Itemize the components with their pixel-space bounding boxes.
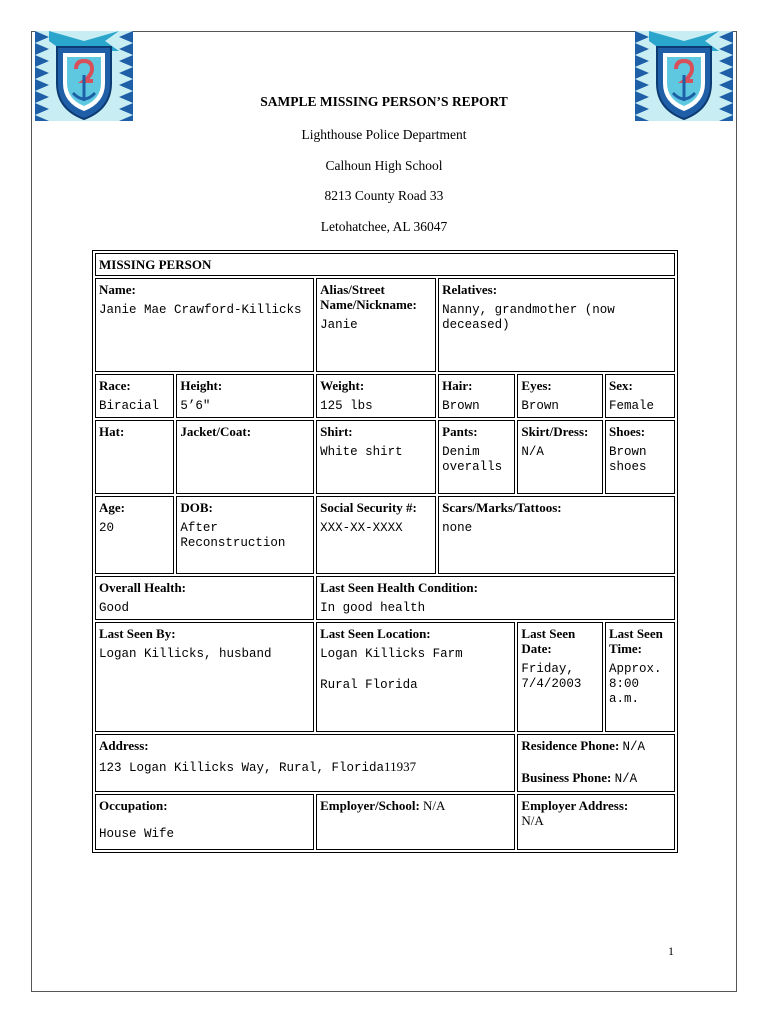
missing-person-form	[92, 250, 678, 853]
last-seen-location-label: Last Seen Location:	[320, 626, 431, 641]
dob-label: DOB:	[180, 500, 213, 515]
height-cell	[176, 374, 314, 418]
ssn-cell	[316, 496, 436, 574]
ssn-label: Social Security #:	[320, 500, 417, 515]
last-seen-date-cell	[517, 622, 603, 732]
school-name: Calhoun High School	[325, 158, 443, 173]
last-seen-health-cell	[316, 576, 675, 620]
race-cell	[95, 374, 174, 418]
employer-address-cell	[517, 794, 675, 850]
eyes-label: Eyes:	[521, 378, 552, 393]
department-name: Lighthouse Police Department	[301, 127, 467, 142]
sex-value: Female	[609, 399, 655, 413]
height-label: Height:	[180, 378, 223, 393]
eyes-value: Brown	[521, 399, 559, 413]
jacket-cell	[176, 420, 314, 494]
last-seen-time-value: Approx. 8:00 a.m.	[609, 662, 670, 706]
relatives-cell	[438, 278, 675, 372]
eyes-cell	[517, 374, 603, 418]
section-title: MISSING PERSON	[99, 257, 212, 272]
last-seen-location-value-1: Logan Killicks Farm	[320, 647, 463, 661]
sex-label: Sex:	[609, 378, 633, 393]
relatives-label: Relatives:	[442, 282, 498, 297]
shirt-cell	[316, 420, 436, 494]
age-cell	[95, 496, 174, 574]
hat-cell	[95, 420, 174, 494]
employer-cell	[316, 794, 515, 850]
hair-value: Brown	[442, 399, 480, 413]
skirt-cell	[517, 420, 603, 494]
height-value: 5’6"	[180, 399, 211, 413]
residence-phone-label: Residence Phone:	[521, 738, 620, 753]
scars-value: none	[442, 521, 473, 535]
name-cell	[95, 278, 314, 372]
employer-address-value: N/A	[521, 813, 544, 828]
hat-label: Hat:	[99, 424, 125, 439]
last-seen-date-value: Friday, 7/4/2003	[521, 662, 582, 691]
address-zip: 11937	[384, 759, 417, 774]
occupation-label: Occupation:	[99, 798, 168, 813]
dob-cell	[176, 496, 314, 574]
weight-cell	[316, 374, 436, 418]
last-seen-time-cell	[605, 622, 675, 732]
business-phone-value: N/A	[614, 772, 638, 786]
jacket-label: Jacket/Coat:	[180, 424, 252, 439]
last-seen-by-value: Logan Killicks, husband	[99, 647, 272, 661]
overall-health-value: Good	[99, 601, 130, 615]
hair-cell	[438, 374, 515, 418]
last-seen-by-label: Last Seen By:	[99, 626, 176, 641]
city-state-zip: Letohatchee, AL 36047	[320, 219, 448, 234]
pants-cell	[438, 420, 515, 494]
alias-cell	[316, 278, 436, 372]
address-value: 123 Logan Killicks Way, Rural, Florida	[99, 761, 385, 775]
shoes-label: Shoes:	[609, 424, 646, 439]
shirt-label: Shirt:	[320, 424, 353, 439]
skirt-value: N/A	[521, 445, 544, 459]
weight-value: 125 lbs	[320, 399, 373, 413]
last-seen-location-value-2: Rural Florida	[320, 678, 418, 692]
weight-label: Weight:	[320, 378, 365, 393]
last-seen-time-label: Last Seen Time:	[609, 626, 663, 656]
name-label: Name:	[99, 282, 136, 297]
shoes-cell	[605, 420, 675, 494]
scars-label: Scars/Marks/Tattoos:	[442, 500, 562, 515]
pants-value: Denim overalls	[442, 445, 503, 474]
last-seen-location-cell	[316, 622, 515, 732]
residence-phone-value: N/A	[622, 740, 646, 754]
occupation-value: House Wife	[99, 827, 175, 841]
last-seen-by-cell	[95, 622, 314, 732]
employer-label: Employer/School:	[320, 798, 420, 813]
page-number: 1	[668, 944, 674, 958]
overall-health-label: Overall Health:	[99, 580, 187, 595]
dob-value: After Reconstruction	[180, 521, 286, 550]
alias-label: Alias/Street Name/Nickname:	[320, 282, 417, 312]
overall-health-cell	[95, 576, 314, 620]
occupation-cell	[95, 794, 314, 850]
last-seen-date-label: Last Seen Date:	[521, 626, 576, 656]
employer-address-label: Employer Address:	[521, 798, 629, 813]
name-value: Janie Mae Crawford-Killicks	[99, 303, 302, 317]
address-line	[99, 759, 511, 776]
skirt-label: Skirt/Dress:	[521, 424, 589, 439]
alias-value: Janie	[320, 318, 358, 332]
hair-label: Hair:	[442, 378, 473, 393]
scars-cell	[438, 496, 675, 574]
street-address: 8213 County Road 33	[324, 188, 444, 203]
relatives-value: Nanny, grandmother (now deceased)	[442, 303, 623, 332]
residence-phone-row	[521, 738, 671, 755]
race-label: Race:	[99, 378, 131, 393]
shoes-value: Brown shoes	[609, 445, 655, 474]
pants-label: Pants:	[442, 424, 478, 439]
business-phone-label: Business Phone:	[521, 770, 612, 785]
sex-cell	[605, 374, 675, 418]
address-label: Address:	[99, 738, 149, 753]
section-title-cell	[95, 253, 675, 276]
business-phone-row	[521, 770, 671, 787]
last-seen-health-value: In good health	[320, 601, 426, 615]
report-title: SAMPLE MISSING PERSON’S REPORT	[260, 94, 508, 109]
phones-cell	[517, 734, 675, 792]
employer-value: N/A	[423, 798, 446, 813]
shirt-value: White shirt	[320, 445, 403, 459]
last-seen-health-label: Last Seen Health Condition:	[320, 580, 478, 595]
address-cell	[95, 734, 515, 792]
age-label: Age:	[99, 500, 125, 515]
race-value: Biracial	[99, 399, 160, 413]
ssn-value: XXX-XX-XXXX	[320, 521, 403, 535]
age-value: 20	[99, 521, 115, 535]
